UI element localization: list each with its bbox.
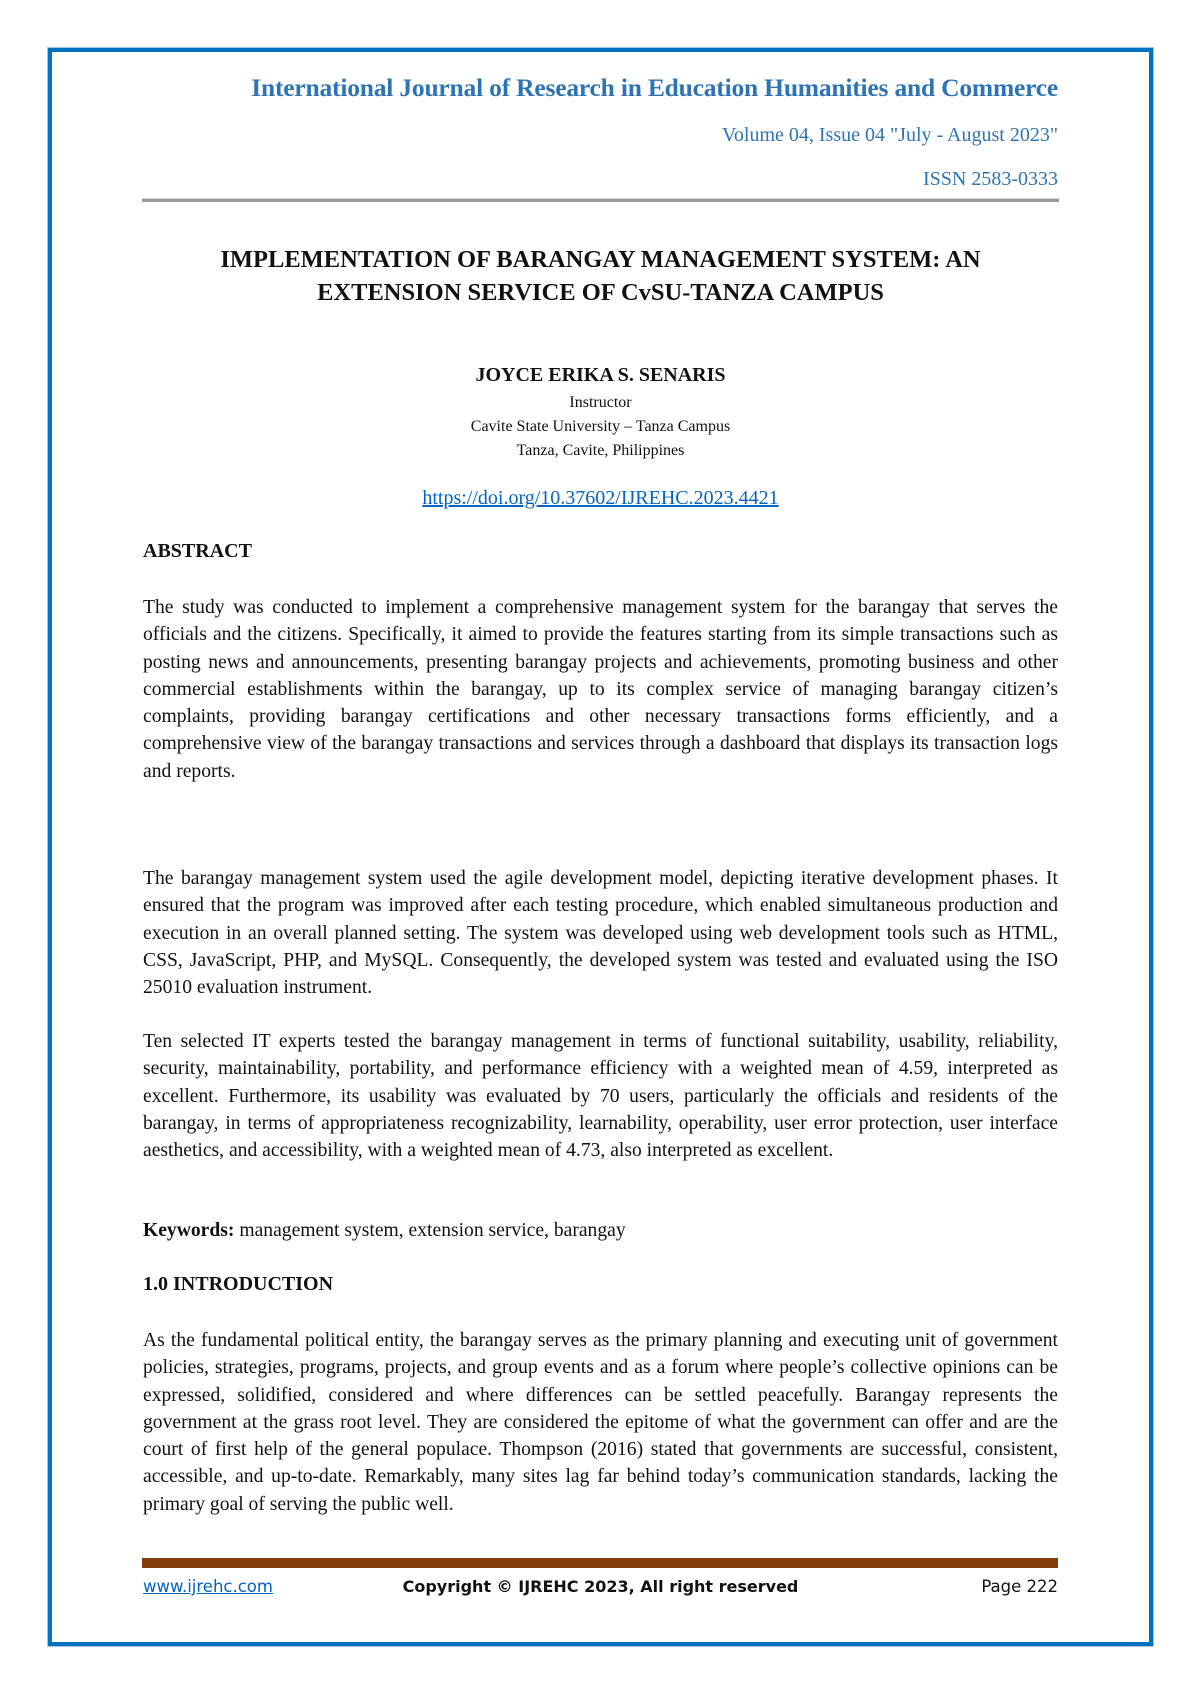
page-number: Page 222 (981, 1577, 1058, 1596)
volume-issue: Volume 04, Issue 04 "July - August 2023" (722, 124, 1058, 146)
introduction-paragraph: As the fundamental political entity, the barangay serves as the primary planning and executing unit of government policies, strategies, programs, projects, and group events and as a forum where people’s collective opinions can be expressed, solidified, considered and where differences can be settled peacefully. Barangay represents the government at the grass root level. They are considered the epitome of what the government can offer and are the court of first help of the general populace. Thompson (2016) stated that governments are successful, consistent, accessible, and up-to-date. Remarkably, many sites lag far behind today’s communication standards, lacking the primary goal of serving the public well. (143, 1330, 1058, 1515)
issn: ISSN 2583-0333 (922, 168, 1058, 190)
abstract-paragraph-2: The barangay management system used the agile development model, depicting iterative development phases. It ensured that the program was improved after each testing procedure, which enabled simultaneous production and execution in an overall planned setting. The system was developed using web development tools such as HTML, CSS, JavaScript, PHP, and MySQL. Consequently, the developed system was tested and evaluated using the ISO 25010 evaluation instrument. (143, 868, 1058, 999)
abstract-heading: ABSTRACT (143, 540, 252, 562)
doi (143, 487, 1058, 510)
author-name: JOYCE ERIKA S. SENARIS (475, 364, 726, 386)
footer-copyright: Copyright © IJREHC 2023, All right reserved (402, 1577, 799, 1596)
keywords (143, 1220, 626, 1242)
doi-link[interactable]: https://doi.org/10.37602/IJREHC.2023.4421 (422, 487, 779, 509)
paper-title-line-1: IMPLEMENTATION OF BARANGAY MANAGEMENT SYSTEM: AN (220, 246, 981, 273)
abstract-paragraph-1: The study was conducted to implement a comprehensive management system for the barangay that serves the officials and the citizens. Specifically, it aimed to provide the features starting from its simple transactions such as posting news and announcements, presenting barangay projects and achievements, promoting business and other commercial establishments within the barangay, up to its complex service of managing barangay citizen’s complaints, providing barangay certifications and other necessary transactions forms efficiently, and a comprehensive view of the barangay transactions and services through a dashboard that displays its transaction logs and reports. (143, 597, 1058, 782)
journal-title: International Journal of Research in Education Humanities and Commerce (251, 73, 1058, 102)
footer-bar (142, 1558, 1058, 1568)
header-divider (142, 198, 1059, 202)
website-link[interactable]: www.ijrehc.com (143, 1577, 273, 1596)
author-location: Tanza, Cavite, Philippines (516, 442, 685, 459)
paper-title-line-2: EXTENSION SERVICE OF CvSU-TANZA CAMPUS (317, 279, 884, 306)
paper-title (143, 243, 1058, 309)
keywords-value: management system, extension service, barangay (234, 1220, 626, 1241)
author-position: Instructor (569, 394, 632, 411)
abstract-paragraph-3: Ten selected IT experts tested the barangay management in terms of functional suitability, usability, reliability, security, maintainability, portability, and performance efficiency with a weighted mean of 4.59, interpreted as excellent. Furthermore, its usability was evaluated by 70 users, particularly the officials and residents of the barangay, in terms of appropriateness recognizability, learnability, operability, user error protection, user interface aesthetics, and accessibility, with a weighted mean of 4.73, also interpreted as excellent. (143, 1031, 1058, 1162)
keywords-label: Keywords: (143, 1220, 235, 1241)
introduction-heading: 1.0 INTRODUCTION (143, 1273, 334, 1295)
author-institution: Cavite State University – Tanza Campus (470, 418, 731, 435)
